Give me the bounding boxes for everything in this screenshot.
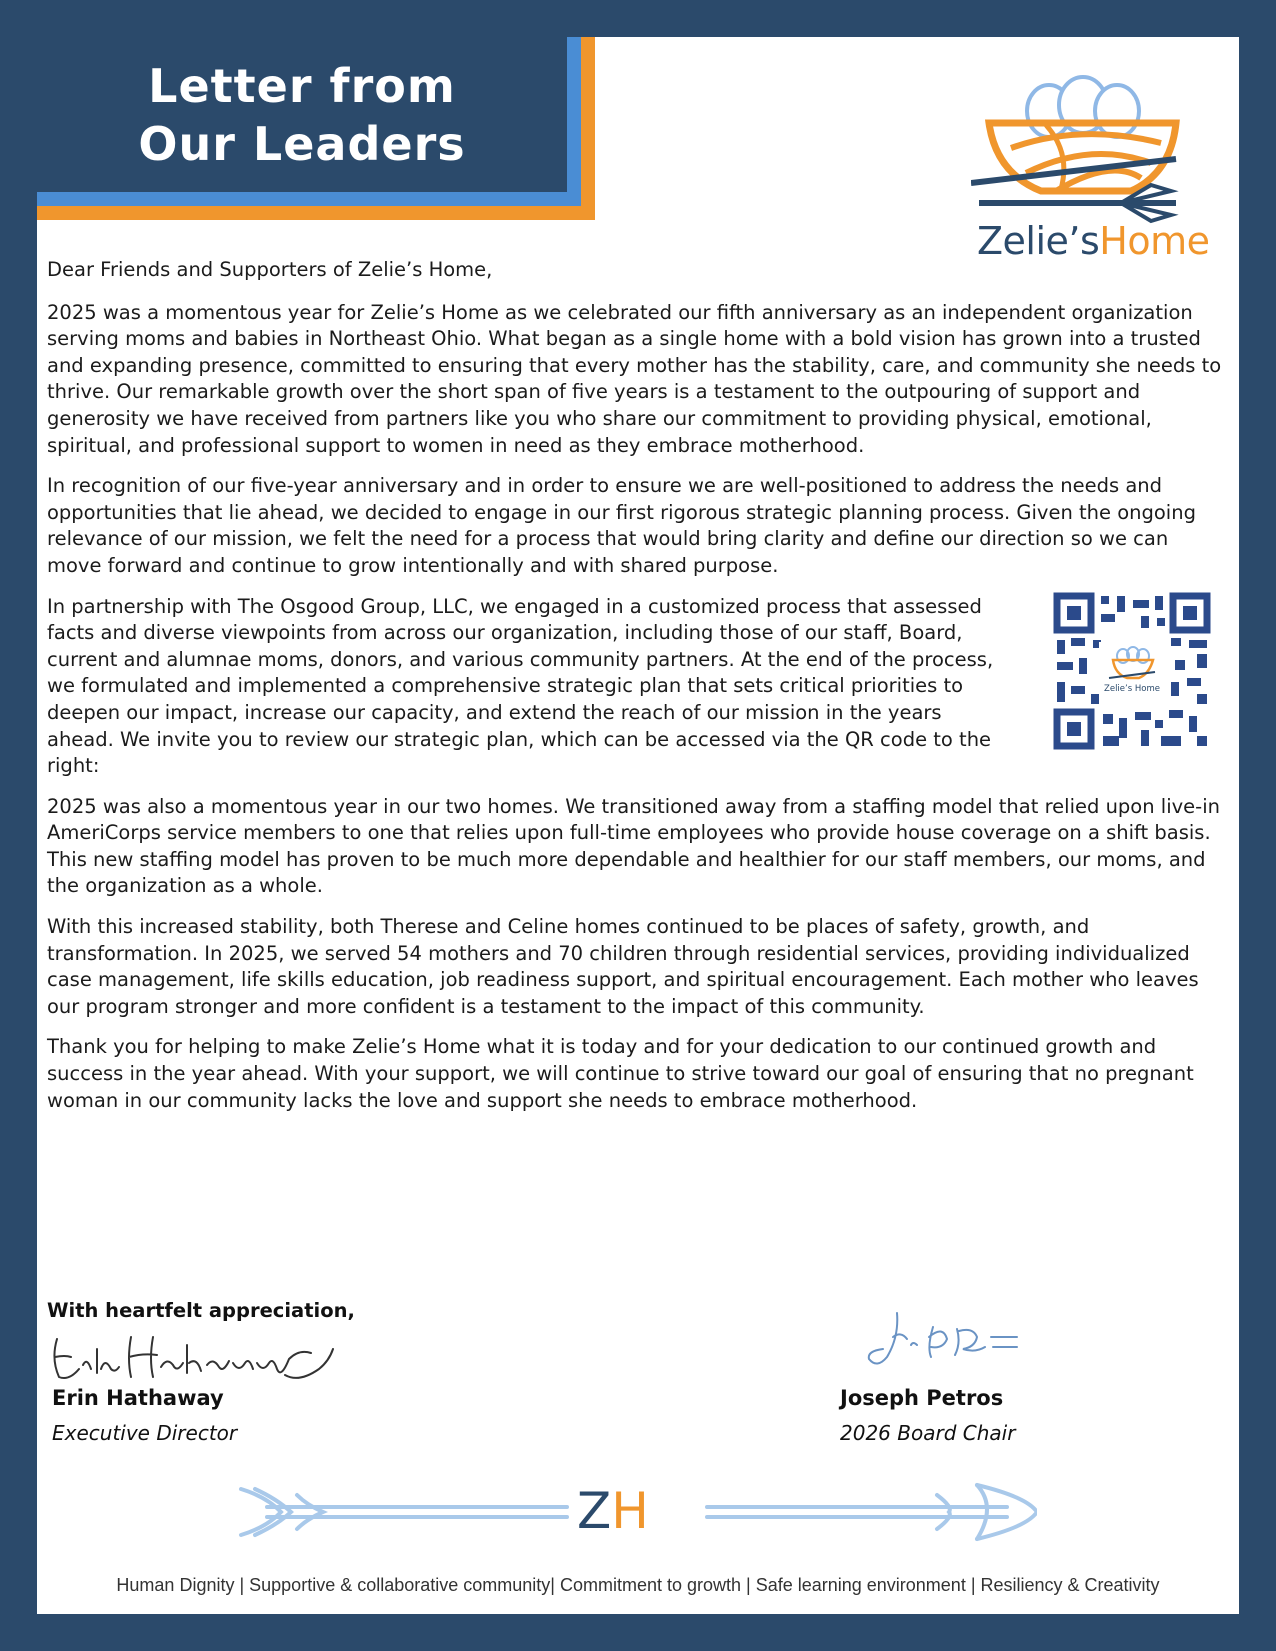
paragraph-5: With this increased stability, both Therese and Celine homes continued to be places of safety, growth, and transformation. In 2025, we served 54 mothers and 70 children through residential services, providing individualized case management, life skills education, job readiness support, and spiritual encouragement. Each mother who leaves our program stronger and more confident is a testament to the impact of this community. [47,915,1199,1018]
logo-wordmark-part1: Zelie’s [977,219,1100,263]
monogram-z: Z [577,1482,612,1540]
qr-code-icon[interactable] [1051,590,1213,752]
signer1-role: Executive Director [52,1421,238,1445]
page-title: Letter from Our Leaders [138,58,466,171]
greeting: Dear Friends and Supporters of Zelie’s Home, [47,258,493,281]
paragraph-6: Thank you for helping to make Zelie’s Home what it is today and for your dedication to our continued growth and success in the year ahead. With your support, we will continue to strive toward our goal of ensuring that no pregnant woman in our community lacks the love and support she needs to embrace motherhood. [47,1035,1194,1112]
logo-wordmark-part2: Home [1099,219,1210,263]
qr-paragraph [47,594,1227,780]
signer2-role: 2026 Board Chair [840,1421,1016,1445]
paragraph-2: In recognition of our five-year anniversary and in order to ensure we are well-positioned to address the needs and opportunities that lie ahead, we decided to engage in our first rigorous strategic planning process. Given the ongoing relevance of our mission, we felt the need for a process that would bring clarity and define our direction so we can move forward and continue to grow intentionally and with shared purpose. [47,474,1196,577]
qr-logo-text: Zelie’s Home [1104,683,1160,694]
paragraph-4: 2025 was also a momentous year in our two homes. We transitioned away from a staffing model that relied upon live-in AmeriCorps service members to one that relies upon full-time employees who provide house coverage on a shift basis. This new staffing model has proven to be much more dependable and healthier for our staff members, our moms, and the organization as a whole. [47,794,1220,898]
signature-erin-hathaway [49,1329,339,1389]
zh-monogram [577,1481,649,1541]
paragraph-3: In partnership with The Osgood Group, LLC, we engaged in a customized process that assessed facts and diverse viewpoints from across our organization, including those of our staff, Board, current and alumnae moms, donors, and various community partners. At the end of the process, we formulated and implemented a comprehensive strategic plan that sets critical priorities to deepen our impact, increase our capacity, and extend the reach of our mission in the years ahead. We invite you to review our strategic plan, which can be accessed via the QR code to the right: [47,594,994,778]
letter-body [47,257,1227,1128]
monogram-h: H [611,1482,649,1540]
paragraph-1: 2025 was a momentous year for Zelie’s Home as we celebrated our fifth anniversary as an independent organization serving moms and babies in Northeast Ohio. What began as a single home with a bold vision has grown into a trusted and expanding presence, committed to ensuring that every mother has the stability, care, and community she needs to thrive. Our remarkable growth over the short span of five years is a testament to the outpouring of support and generosity we have received from partners like you who share our commitment to providing physical, emotional, spiritual, and professional support to women in need as they embrace motherhood. [47,300,1222,457]
title-block [37,37,567,192]
signer1-name: Erin Hathaway [52,1386,224,1410]
letter-page [37,37,1239,1614]
signature-joseph-petros [847,1307,1027,1387]
footer-values: Human Dignity | Supportive & collaborative community| Commitment to growth | Safe learning environment | Resiliency & Creativity [116,1575,1160,1595]
closing-line: With heartfelt appreciation, [47,1299,355,1322]
signer2-name: Joseph Petros [840,1386,1004,1410]
